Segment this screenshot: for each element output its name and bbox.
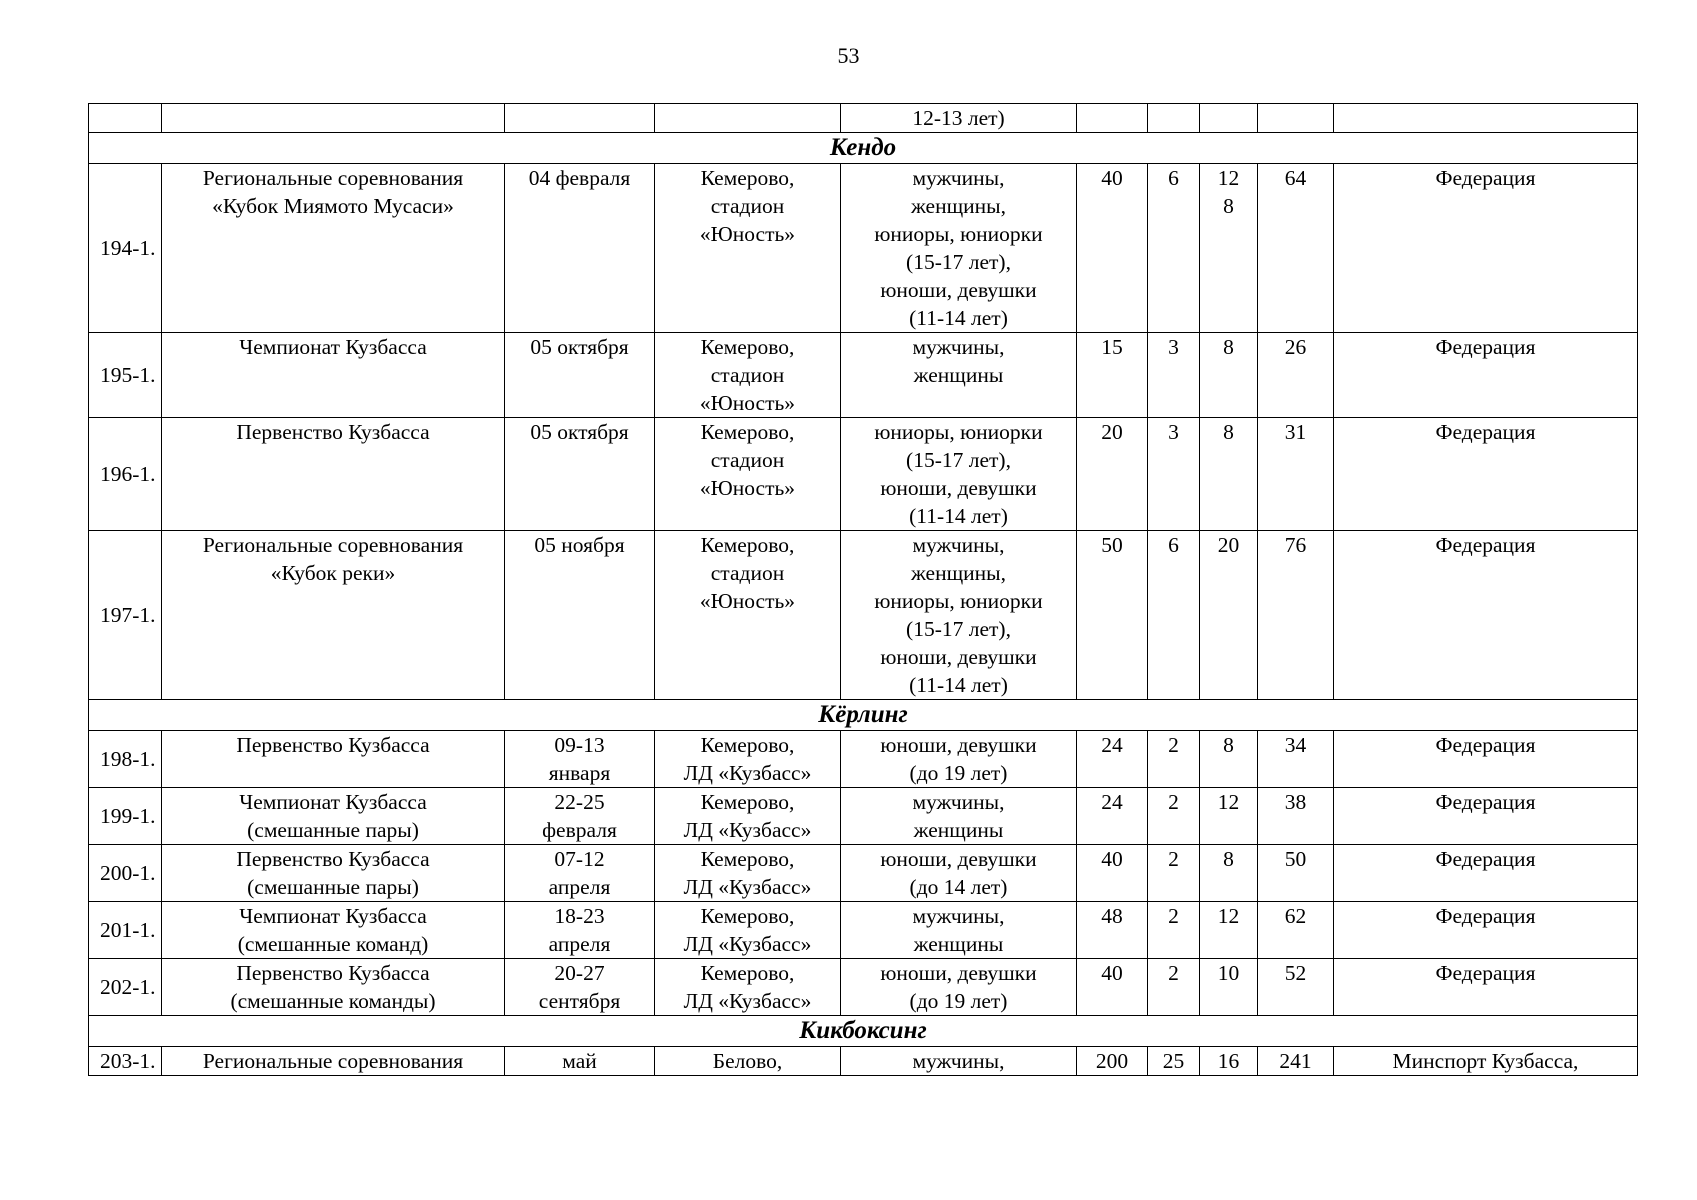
cell-total bbox=[1258, 845, 1334, 902]
cell-line: Федерация bbox=[1435, 335, 1536, 359]
cell-line: 200 bbox=[1095, 1049, 1129, 1073]
cell-line: 40 bbox=[1101, 166, 1123, 190]
cell-place bbox=[655, 902, 841, 959]
cell-c1 bbox=[1077, 788, 1148, 845]
cell-date bbox=[505, 418, 655, 531]
cell-place bbox=[655, 164, 841, 333]
cell-c3 bbox=[1200, 531, 1258, 700]
cell-line: 2 bbox=[1168, 847, 1179, 871]
events-schedule-table bbox=[88, 103, 1638, 1076]
cell-line: Кемерово, bbox=[700, 420, 795, 444]
cell-total bbox=[1258, 1047, 1334, 1076]
cell-line: Кемерово, bbox=[700, 335, 795, 359]
cell-line: (смешанные пары) bbox=[247, 875, 419, 899]
cell-date bbox=[505, 531, 655, 700]
cell-line: 05 ноября bbox=[534, 533, 625, 557]
cell-num: 202-1. bbox=[89, 959, 162, 1016]
cell-line: стадион bbox=[710, 194, 785, 218]
cell-place bbox=[655, 531, 841, 700]
cell-line: 12 bbox=[1217, 790, 1240, 814]
cell-line: (15-17 лет), bbox=[906, 250, 1011, 274]
cell-num: 201-1. bbox=[89, 902, 162, 959]
cell-line: Первенство Кузбасса bbox=[236, 733, 430, 757]
cell-line: 62 bbox=[1284, 904, 1307, 928]
table-body bbox=[89, 104, 1638, 1076]
cell-line: Федерация bbox=[1435, 790, 1536, 814]
cell-line: Чемпионат Кузбасса bbox=[239, 790, 427, 814]
cell-line: Федерация bbox=[1435, 961, 1536, 985]
cell-num: 199-1. bbox=[89, 788, 162, 845]
cell-c3 bbox=[1200, 104, 1258, 133]
table-row bbox=[89, 333, 1638, 418]
cell-participants bbox=[841, 531, 1077, 700]
cell-place bbox=[655, 959, 841, 1016]
cell-line: апреля bbox=[548, 875, 611, 899]
cell-line: стадион bbox=[710, 363, 785, 387]
cell-line: 3 bbox=[1168, 420, 1179, 444]
cell-participants bbox=[841, 902, 1077, 959]
cell-c3 bbox=[1200, 959, 1258, 1016]
cell-line: 20 bbox=[1217, 533, 1240, 557]
cell-org bbox=[1334, 104, 1638, 133]
cell-c1 bbox=[1077, 845, 1148, 902]
cell-line: (до 19 лет) bbox=[909, 989, 1008, 1013]
cell-event bbox=[162, 845, 505, 902]
cell-num bbox=[89, 104, 162, 133]
cell-total bbox=[1258, 959, 1334, 1016]
cell-event bbox=[162, 959, 505, 1016]
table-row bbox=[89, 418, 1638, 531]
cell-line: (до 14 лет) bbox=[909, 875, 1008, 899]
cell-total bbox=[1258, 788, 1334, 845]
cell-line: мужчины, bbox=[912, 335, 1005, 359]
cell-participants bbox=[841, 1047, 1077, 1076]
cell-c2 bbox=[1148, 788, 1200, 845]
cell-line: «Юность» bbox=[699, 222, 796, 246]
cell-event bbox=[162, 902, 505, 959]
cell-line: женщины bbox=[913, 818, 1004, 842]
cell-event bbox=[162, 531, 505, 700]
cell-num: 203-1. bbox=[89, 1047, 162, 1076]
cell-line: женщины, bbox=[910, 194, 1006, 218]
cell-line: «Юность» bbox=[699, 476, 796, 500]
cell-line: Минспорт Кузбасса, bbox=[1392, 1049, 1579, 1073]
cell-line: (11-14 лет) bbox=[909, 673, 1008, 697]
cell-total bbox=[1258, 333, 1334, 418]
cell-line: 6 bbox=[1168, 166, 1179, 190]
cell-org bbox=[1334, 788, 1638, 845]
cell-line: Белово, bbox=[712, 1049, 783, 1073]
cell-c3 bbox=[1200, 333, 1258, 418]
cell-c3 bbox=[1200, 845, 1258, 902]
cell-line: 6 bbox=[1168, 533, 1179, 557]
cell-c2 bbox=[1148, 1047, 1200, 1076]
cell-place bbox=[655, 104, 841, 133]
cell-line: 16 bbox=[1217, 1049, 1240, 1073]
cell-line: Кемерово, bbox=[700, 904, 795, 928]
cell-line: мужчины, bbox=[912, 166, 1005, 190]
cell-line: 10 bbox=[1217, 961, 1240, 985]
cell-total bbox=[1258, 164, 1334, 333]
cell-line: Федерация bbox=[1435, 847, 1536, 871]
cell-org bbox=[1334, 902, 1638, 959]
section-header-row bbox=[89, 700, 1638, 731]
cell-line: 64 bbox=[1284, 166, 1307, 190]
table-row bbox=[89, 164, 1638, 333]
cell-line: юноши, девушки bbox=[880, 961, 1037, 985]
cell-line: женщины bbox=[913, 932, 1004, 956]
cell-participants bbox=[841, 731, 1077, 788]
cell-line: женщины, bbox=[910, 561, 1006, 585]
cell-line: Федерация bbox=[1435, 420, 1536, 444]
cell-c2 bbox=[1148, 104, 1200, 133]
cell-line: Федерация bbox=[1435, 733, 1536, 757]
cell-total bbox=[1258, 531, 1334, 700]
cell-c1 bbox=[1077, 418, 1148, 531]
cell-place bbox=[655, 845, 841, 902]
cell-line: мужчины, bbox=[912, 904, 1005, 928]
cell-line: Федерация bbox=[1435, 166, 1536, 190]
cell-date bbox=[505, 333, 655, 418]
cell-line: 8 bbox=[1223, 733, 1234, 757]
cell-line: Чемпионат Кузбасса bbox=[239, 904, 427, 928]
cell-participants bbox=[841, 959, 1077, 1016]
cell-c3 bbox=[1200, 788, 1258, 845]
cell-line: 40 bbox=[1101, 847, 1123, 871]
continuation-row bbox=[89, 104, 1638, 133]
cell-c1 bbox=[1077, 333, 1148, 418]
cell-line: 8 bbox=[1223, 420, 1234, 444]
cell-c1 bbox=[1077, 104, 1148, 133]
cell-line: (смешанные команд) bbox=[237, 932, 429, 956]
cell-line: 09-13 bbox=[554, 733, 605, 757]
cell-total bbox=[1258, 731, 1334, 788]
cell-place bbox=[655, 788, 841, 845]
cell-line: 50 bbox=[1284, 847, 1307, 871]
cell-line: 8 bbox=[1223, 194, 1234, 218]
section-header-row bbox=[89, 133, 1638, 164]
cell-org bbox=[1334, 845, 1638, 902]
cell-event bbox=[162, 1047, 505, 1076]
cell-line: «Юность» bbox=[699, 589, 796, 613]
cell-line: 8 bbox=[1223, 847, 1234, 871]
cell-event bbox=[162, 418, 505, 531]
cell-line: ЛД «Кузбасс» bbox=[683, 761, 812, 785]
cell-num: 197-1. bbox=[89, 531, 162, 700]
cell-line: (11-14 лет) bbox=[909, 306, 1008, 330]
section-header-row bbox=[89, 1016, 1638, 1047]
cell-date bbox=[505, 104, 655, 133]
table-row bbox=[89, 902, 1638, 959]
cell-line: май bbox=[562, 1049, 597, 1073]
cell-date bbox=[505, 164, 655, 333]
cell-line: 05 октября bbox=[530, 335, 629, 359]
cell-line: Кемерово, bbox=[700, 961, 795, 985]
cell-c1 bbox=[1077, 164, 1148, 333]
cell-line: 38 bbox=[1284, 790, 1307, 814]
cell-num: 198-1. bbox=[89, 731, 162, 788]
cell-line: Первенство Кузбасса bbox=[236, 420, 430, 444]
cell-line: 12 bbox=[1217, 166, 1240, 190]
cell-line: 07-12 bbox=[554, 847, 605, 871]
cell-line: юниоры, юниорки bbox=[874, 222, 1043, 246]
cell-c3 bbox=[1200, 902, 1258, 959]
cell-c1 bbox=[1077, 531, 1148, 700]
cell-line: (15-17 лет), bbox=[906, 448, 1011, 472]
cell-line: 25 bbox=[1162, 1049, 1185, 1073]
cell-line: 34 bbox=[1284, 733, 1307, 757]
cell-line: «Кубок Миямото Мусаси» bbox=[212, 194, 454, 218]
cell-line: Региональные соревнования bbox=[202, 1049, 464, 1073]
cell-line: (смешанные пары) bbox=[247, 818, 419, 842]
cell-c2 bbox=[1148, 164, 1200, 333]
cell-line: 05 октября bbox=[530, 420, 629, 444]
cell-line: Кемерово, bbox=[700, 533, 795, 557]
table-row bbox=[89, 531, 1638, 700]
cell-line: «Юность» bbox=[699, 391, 796, 415]
cell-line: 24 bbox=[1101, 790, 1123, 814]
cell-event bbox=[162, 731, 505, 788]
cell-line: 24 bbox=[1101, 733, 1123, 757]
cell-line: ЛД «Кузбасс» bbox=[683, 932, 812, 956]
cell-line: февраля bbox=[542, 818, 617, 842]
cell-line: 50 bbox=[1101, 533, 1123, 557]
cell-place bbox=[655, 333, 841, 418]
cell-line: 12 bbox=[1217, 904, 1240, 928]
cell-org bbox=[1334, 1047, 1638, 1076]
cell-c2 bbox=[1148, 731, 1200, 788]
section-title: Кендо bbox=[89, 133, 1638, 164]
cell-line: 04 февраля bbox=[528, 166, 631, 190]
cell-line: 26 bbox=[1284, 335, 1307, 359]
cell-participants bbox=[841, 418, 1077, 531]
cell-line: Кемерово, bbox=[700, 847, 795, 871]
cell-line: Чемпионат Кузбасса bbox=[239, 335, 427, 359]
cell-line: сентября bbox=[538, 989, 621, 1013]
cell-c1 bbox=[1077, 902, 1148, 959]
section-title: Кикбоксинг bbox=[89, 1016, 1638, 1047]
cell-line: мужчины, bbox=[912, 790, 1005, 814]
cell-line: Региональные соревнования bbox=[202, 166, 464, 190]
cell-line: 8 bbox=[1223, 335, 1234, 359]
cell-line: мужчины, bbox=[912, 1049, 1005, 1073]
cell-line: ЛД «Кузбасс» bbox=[683, 875, 812, 899]
cell-line: 52 bbox=[1284, 961, 1307, 985]
cell-line: ЛД «Кузбасс» bbox=[683, 818, 812, 842]
cell-event bbox=[162, 333, 505, 418]
cell-line: мужчины, bbox=[912, 533, 1005, 557]
table-row bbox=[89, 788, 1638, 845]
cell-line: Первенство Кузбасса bbox=[236, 961, 430, 985]
cell-line: 20 bbox=[1101, 420, 1123, 444]
cell-participants bbox=[841, 333, 1077, 418]
cell-line: 2 bbox=[1168, 790, 1179, 814]
cell-place bbox=[655, 731, 841, 788]
cell-participants bbox=[841, 845, 1077, 902]
cell-org bbox=[1334, 333, 1638, 418]
cell-participants: 12-13 лет) bbox=[841, 104, 1077, 133]
cell-date bbox=[505, 959, 655, 1016]
cell-line: стадион bbox=[710, 561, 785, 585]
cell-c3 bbox=[1200, 418, 1258, 531]
cell-line: юноши, девушки bbox=[880, 278, 1037, 302]
cell-line: 22-25 bbox=[554, 790, 605, 814]
cell-org bbox=[1334, 418, 1638, 531]
cell-event bbox=[162, 164, 505, 333]
cell-c1 bbox=[1077, 731, 1148, 788]
cell-line: Первенство Кузбасса bbox=[236, 847, 430, 871]
cell-c2 bbox=[1148, 333, 1200, 418]
cell-line: (до 19 лет) bbox=[909, 761, 1008, 785]
cell-total bbox=[1258, 902, 1334, 959]
cell-date bbox=[505, 731, 655, 788]
cell-line: 2 bbox=[1168, 733, 1179, 757]
page-number: 53 bbox=[837, 43, 860, 68]
cell-line: юноши, девушки bbox=[880, 847, 1037, 871]
cell-line: Кемерово, bbox=[700, 733, 795, 757]
cell-line: Федерация bbox=[1435, 533, 1536, 557]
cell-line: юниоры, юниорки bbox=[874, 589, 1043, 613]
table-row bbox=[89, 845, 1638, 902]
cell-org bbox=[1334, 959, 1638, 1016]
cell-line: стадион bbox=[710, 448, 785, 472]
cell-c1 bbox=[1077, 959, 1148, 1016]
cell-line: Федерация bbox=[1435, 904, 1536, 928]
cell-date bbox=[505, 902, 655, 959]
cell-line: 2 bbox=[1168, 904, 1179, 928]
cell-date bbox=[505, 1047, 655, 1076]
cell-line: (смешанные команды) bbox=[230, 989, 436, 1013]
cell-c3 bbox=[1200, 731, 1258, 788]
section-title: Кёрлинг bbox=[89, 700, 1638, 731]
cell-c2 bbox=[1148, 902, 1200, 959]
cell-num: 196-1. bbox=[89, 418, 162, 531]
cell-place bbox=[655, 418, 841, 531]
cell-participants bbox=[841, 788, 1077, 845]
cell-c2 bbox=[1148, 531, 1200, 700]
cell-org bbox=[1334, 164, 1638, 333]
cell-line: юноши, девушки bbox=[880, 645, 1037, 669]
table-row bbox=[89, 959, 1638, 1016]
cell-line: юноши, девушки bbox=[880, 476, 1037, 500]
cell-c1 bbox=[1077, 1047, 1148, 1076]
table-row bbox=[89, 1047, 1638, 1076]
cell-line: «Кубок реки» bbox=[270, 561, 396, 585]
cell-line: 40 bbox=[1101, 961, 1123, 985]
cell-c3 bbox=[1200, 164, 1258, 333]
cell-c2 bbox=[1148, 845, 1200, 902]
cell-line: (15-17 лет), bbox=[906, 617, 1011, 641]
cell-line: 18-23 bbox=[554, 904, 605, 928]
cell-line: апреля bbox=[548, 932, 611, 956]
cell-org bbox=[1334, 531, 1638, 700]
cell-line: 48 bbox=[1101, 904, 1123, 928]
cell-line: Кемерово, bbox=[700, 790, 795, 814]
cell-line: 31 bbox=[1284, 420, 1307, 444]
cell-line: юноши, девушки bbox=[880, 733, 1037, 757]
cell-num: 194-1. bbox=[89, 164, 162, 333]
cell-org bbox=[1334, 731, 1638, 788]
cell-event bbox=[162, 104, 505, 133]
cell-line: ЛД «Кузбасс» bbox=[683, 989, 812, 1013]
cell-line: 2 bbox=[1168, 961, 1179, 985]
cell-total bbox=[1258, 418, 1334, 531]
cell-line: Региональные соревнования bbox=[202, 533, 464, 557]
cell-c2 bbox=[1148, 418, 1200, 531]
cell-date bbox=[505, 788, 655, 845]
cell-line: Кемерово, bbox=[700, 166, 795, 190]
cell-participants bbox=[841, 164, 1077, 333]
cell-line: 241 bbox=[1279, 1049, 1312, 1073]
cell-line: женщины bbox=[913, 363, 1004, 387]
cell-line: 15 bbox=[1101, 335, 1123, 359]
cell-c2 bbox=[1148, 959, 1200, 1016]
cell-line: юниоры, юниорки bbox=[874, 420, 1043, 444]
cell-num: 195-1. bbox=[89, 333, 162, 418]
cell-line: января bbox=[548, 761, 611, 785]
cell-total bbox=[1258, 104, 1334, 133]
cell-line: 20-27 bbox=[554, 961, 605, 985]
cell-c3 bbox=[1200, 1047, 1258, 1076]
table-row bbox=[89, 731, 1638, 788]
cell-num: 200-1. bbox=[89, 845, 162, 902]
cell-place bbox=[655, 1047, 841, 1076]
cell-line: (11-14 лет) bbox=[909, 504, 1008, 528]
cell-line: 76 bbox=[1284, 533, 1307, 557]
cell-event bbox=[162, 788, 505, 845]
cell-date bbox=[505, 845, 655, 902]
cell-line: 3 bbox=[1168, 335, 1179, 359]
